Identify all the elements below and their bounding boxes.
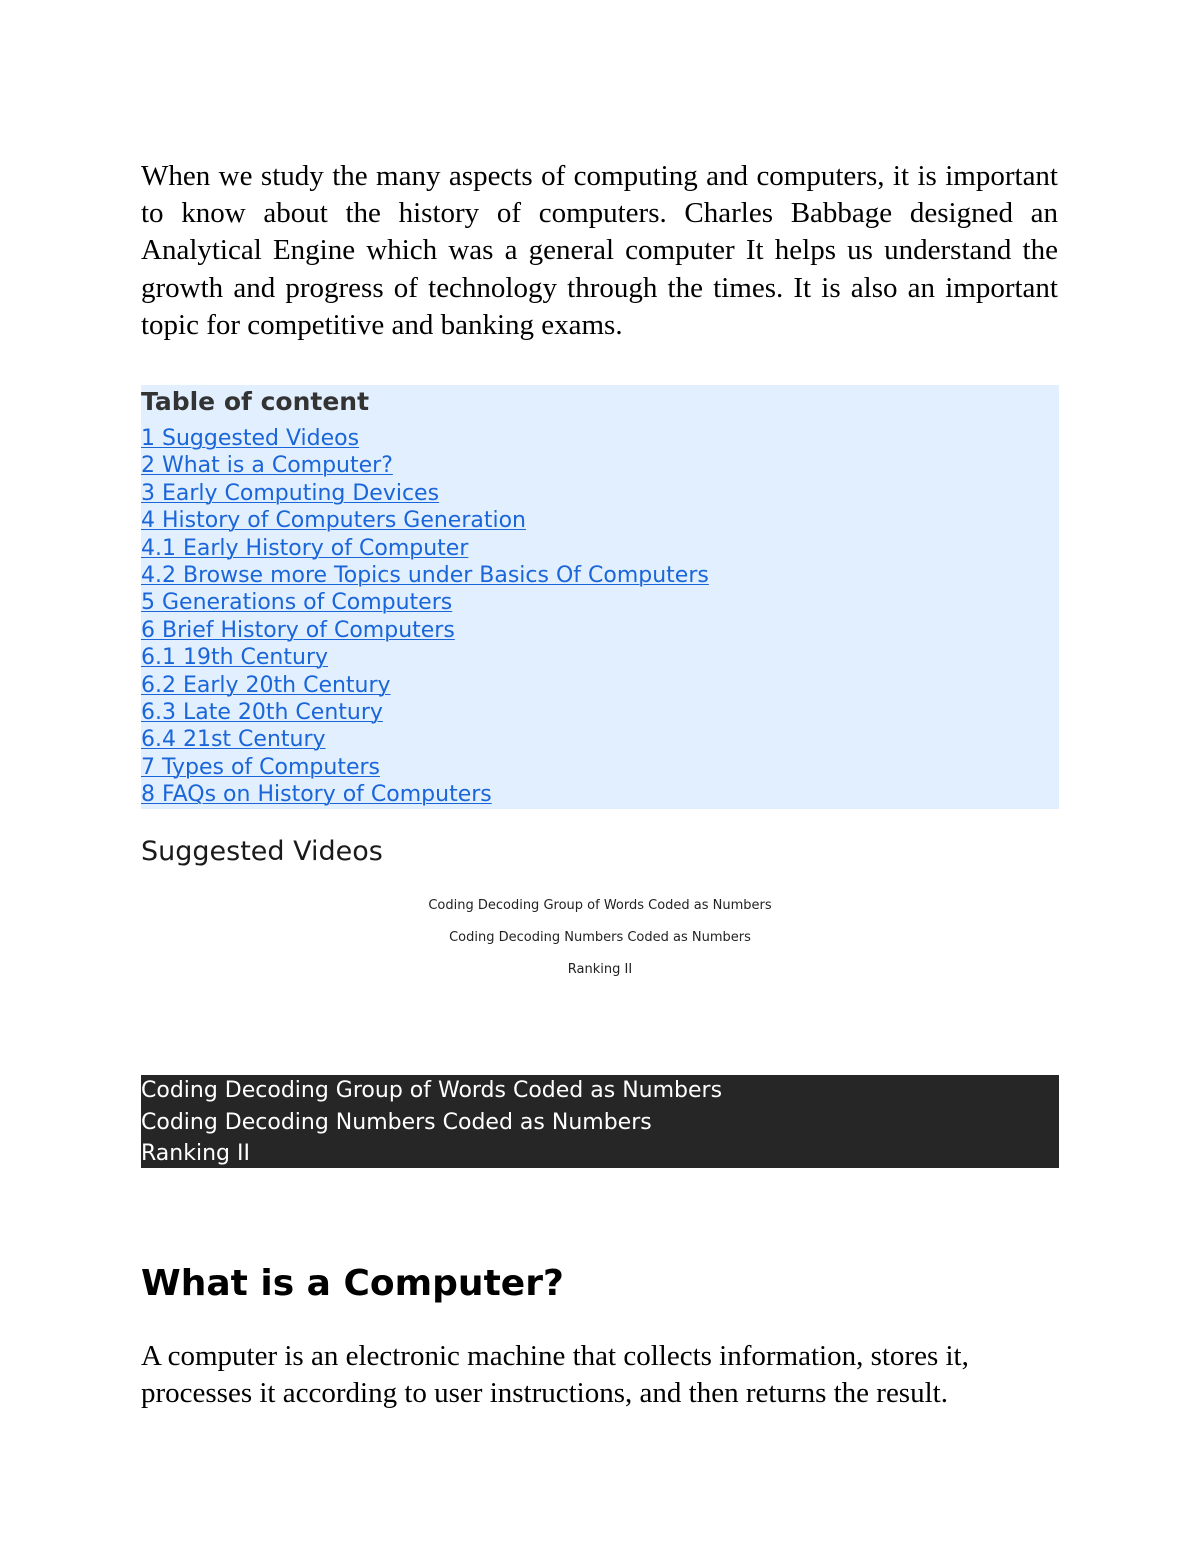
toc-item bbox=[141, 781, 709, 808]
toc-link-late-20th-century[interactable]: 6.3 Late 20th Century bbox=[141, 699, 383, 725]
toc-item bbox=[141, 726, 709, 753]
playlist-item[interactable]: Coding Decoding Numbers Coded as Numbers bbox=[141, 1109, 652, 1135]
toc-link-history-generation[interactable]: 4 History of Computers Generation bbox=[141, 508, 526, 534]
toc-link-19th-century[interactable]: 6.1 19th Century bbox=[141, 645, 329, 671]
toc-link-21st-century[interactable]: 6.4 21st Century bbox=[141, 727, 326, 753]
video-item[interactable]: Coding Decoding Group of Words Coded as Numbers bbox=[428, 898, 772, 913]
toc-title: Table of content bbox=[141, 387, 370, 416]
suggested-videos-heading: Suggested Videos bbox=[141, 836, 383, 867]
toc-item bbox=[141, 535, 709, 562]
toc-link-early-20th-century[interactable]: 6.2 Early 20th Century bbox=[141, 672, 391, 698]
toc-item bbox=[141, 617, 709, 644]
toc-item bbox=[141, 589, 709, 616]
toc-link-what-is-a-computer[interactable]: 2 What is a Computer? bbox=[141, 453, 393, 479]
toc-link-brief-history[interactable]: 6 Brief History of Computers bbox=[141, 617, 455, 643]
toc-link-browse-more-topics[interactable]: 4.2 Browse more Topics under Basics Of Computers bbox=[141, 562, 709, 588]
toc-link-early-computing-devices[interactable]: 3 Early Computing Devices bbox=[141, 480, 440, 506]
toc-item bbox=[141, 644, 709, 671]
computer-definition-paragraph: A computer is an electronic machine that collects information, stores it, processes it according to user instructions, and then returns the result. bbox=[141, 1340, 969, 1409]
section-heading-what-is-a-computer: What is a Computer? bbox=[141, 1263, 564, 1304]
video-playlist-panel bbox=[141, 1075, 1059, 1168]
toc-item bbox=[141, 507, 709, 534]
toc-link-faqs[interactable]: 8 FAQs on History of Computers bbox=[141, 782, 492, 808]
toc-link-types-of-computers[interactable]: 7 Types of Computers bbox=[141, 754, 381, 780]
toc-item bbox=[141, 425, 709, 452]
toc-item bbox=[141, 452, 709, 479]
table-of-contents bbox=[141, 385, 1059, 809]
toc-item bbox=[141, 699, 709, 726]
toc-item bbox=[141, 672, 709, 699]
video-item[interactable]: Coding Decoding Numbers Coded as Numbers bbox=[449, 930, 751, 945]
playlist-item[interactable]: Coding Decoding Group of Words Coded as Numbers bbox=[141, 1078, 723, 1103]
toc-link-early-history[interactable]: 4.1 Early History of Computer bbox=[141, 535, 469, 561]
intro-paragraph: When we study the many aspects of computing and computers, it is important to know about the history of computers. Charles Babbage designed an Analytical Engine which was a general computer It helps us understand the growth and progress of technology through the times. It is also an important topic for competitive and banking exams. bbox=[141, 160, 1058, 341]
suggested-videos-list bbox=[141, 893, 1059, 989]
toc-link-generations[interactable]: 5 Generations of Computers bbox=[141, 590, 453, 616]
toc-item bbox=[141, 562, 709, 589]
toc-link-suggested-videos[interactable]: 1 Suggested Videos bbox=[141, 426, 360, 451]
toc-item bbox=[141, 480, 709, 507]
toc-list bbox=[141, 425, 709, 808]
video-item[interactable]: Ranking II bbox=[567, 962, 633, 977]
toc-item bbox=[141, 754, 709, 781]
playlist-item[interactable]: Ranking II bbox=[141, 1141, 250, 1166]
